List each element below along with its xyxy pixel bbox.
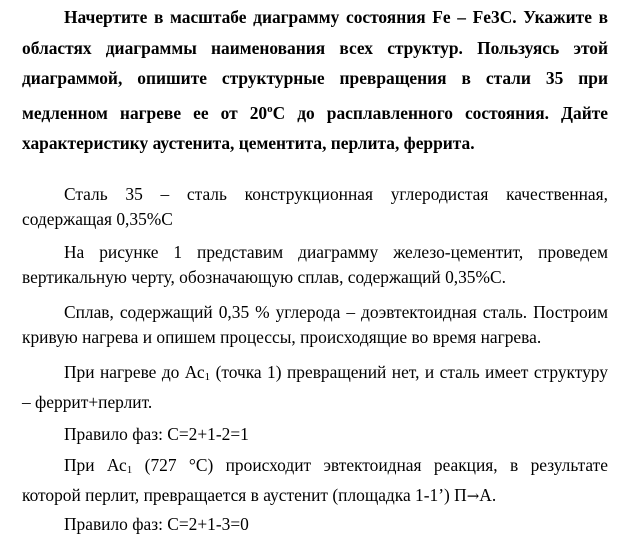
paragraph-line: вертикальную черту, обозначающую сплав, содержащий 0,35%С. [22, 267, 506, 287]
degree-sign: o [267, 102, 273, 115]
paragraph-line: кривую нагрева и опишем процессы, происходящие во время нагрева. [22, 327, 542, 347]
task-statement [22, 2, 608, 159]
paragraph-alloy [22, 300, 608, 350]
paragraph-figure [22, 240, 608, 290]
task-line: Начертите в масштабе диаграмму состояния Fe – Fe3C. Укажите в [64, 7, 608, 27]
transformation-formula: П→А [454, 485, 492, 505]
paragraph-line: содержащая 0,35%С [22, 209, 173, 229]
paragraph-line: Правило фаз: С=2+1-2=1 [64, 424, 249, 444]
paragraph-line: При нагреве до $Ас_1$ (точка 1) превращений нет, и сталь имеет структуру [64, 362, 608, 383]
task-line-with-degree: медленном нагреве ее от 20$^o$С до расплавленного состояния. Дайте [22, 102, 608, 123]
arrow-right-icon: → [466, 487, 480, 505]
paragraph-line: Сплав, содержащий 0,35 % углерода – доэвтектоидная сталь. Построим [64, 302, 608, 322]
task-line: диаграммой, опишите структурные превращения в стали 35 при [22, 68, 608, 89]
paragraph-heating [22, 360, 608, 415]
paragraph-line: Сталь 35 – сталь конструкционная углеродистая качественная, [64, 184, 608, 204]
task-line: областях диаграммы наименования всех структур. Пользуясь этой [22, 37, 608, 58]
paragraph-line: При $Ас_1$ (727 °С) происходит эвтектоидная реакция, в результате [64, 455, 608, 476]
phase-rule-2 [22, 512, 608, 537]
paragraph-line: На рисунке 1 представим диаграмму железо-цементит, проведем [64, 242, 608, 262]
paragraph-eutectoid [22, 453, 608, 509]
phase-rule-1 [22, 422, 608, 447]
task-line: характеристику аустенита, цементита, перлита, феррита. [22, 133, 475, 154]
paragraph-line: Правило фаз: С=2+1-3=0 [64, 514, 249, 534]
paragraph-line: которой перлит, превращается в аустенит (площадка 1-1’) П→А. [22, 485, 497, 505]
paragraph-line: – феррит+перлит. [22, 392, 153, 412]
paragraph-steel35 [22, 182, 608, 232]
